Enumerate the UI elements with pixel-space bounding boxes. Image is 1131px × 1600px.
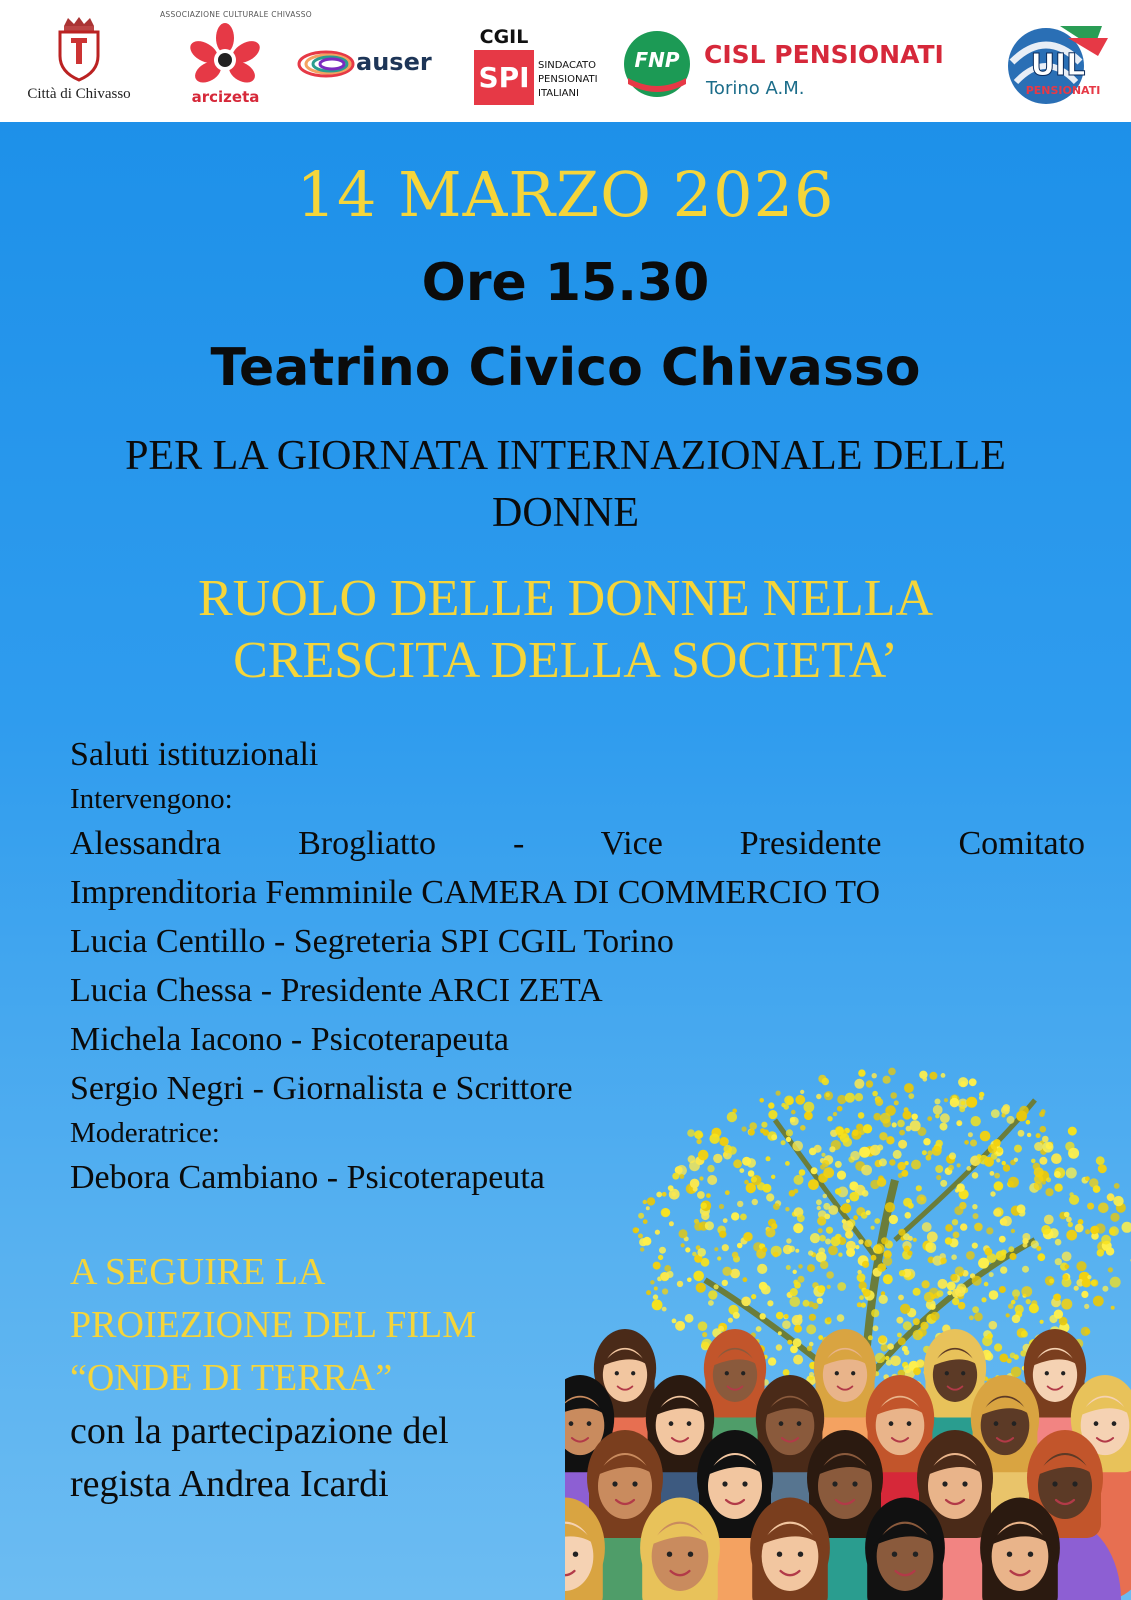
cgil-logo-text: CGIL [479, 26, 529, 48]
followup-line-1: A SEGUIRE LA [70, 1251, 326, 1293]
speakers-label: Intervengono: [70, 783, 233, 815]
followup-line-4: con la partecipazione del [70, 1410, 449, 1452]
event-date: 14 MARZO 2026 [296, 158, 835, 231]
logo-arcizeta [158, 10, 312, 114]
speaker-2: Lucia Centillo - Segreteria SPI CGIL Torino [70, 923, 674, 960]
spi-logo-line-3: ITALIANI [538, 88, 579, 99]
speaker-3: Lucia Chessa - Presidente ARCI ZETA [70, 972, 603, 1009]
event-theme [60, 568, 1071, 692]
theme-line-2: CRESCITA DELLA SOCIETA’ [233, 632, 898, 689]
moderator-name: Debora Cambiano - Psicoterapeuta [70, 1159, 545, 1196]
speaker-4: Michela Iacono - Psicoterapeuta [70, 1021, 509, 1058]
director-credit: regista Andrea Icardi [70, 1463, 389, 1505]
logo-citta-di-chivasso [14, 12, 144, 112]
fnp-badge-text: FNP [634, 48, 680, 72]
arcizeta-logo-text: arcizeta [191, 88, 260, 106]
theme-line-1: RUOLO DELLE DONNE NELLA [197, 570, 934, 627]
film-screening-block [70, 1246, 630, 1511]
logo-uil-pensionati [990, 22, 1112, 106]
program-greeting: Saluti istituzionali [70, 736, 319, 773]
spi-logo-mark: SPI [474, 50, 534, 105]
torino-am-text: Torino A.M. [706, 78, 805, 99]
occasion-line-1: PER LA GIORNATA INTERNAZIONALE DELLE [125, 433, 1006, 479]
uil-logo-text: UIL [1030, 48, 1086, 83]
auser-logo-text: auser [356, 48, 432, 76]
logo-fnp-cisl-pensionati [622, 28, 970, 108]
sponsor-logo-bar [0, 0, 1131, 122]
spi-logo-line-2: PENSIONATI [538, 74, 598, 85]
event-venue: Teatrino Civico Chivasso [210, 338, 921, 398]
speaker-1-line-1: Alessandra Brogliatto - Vice Presidente Comitato [70, 825, 1085, 862]
mimosa-and-women-illustration [565, 1040, 1131, 1600]
auser-swirl-icon [296, 46, 360, 82]
city-crest-icon [56, 16, 102, 82]
moderator-label: Moderatrice: [70, 1117, 220, 1149]
followup-line-2: PROIEZIONE DEL FILM [70, 1304, 476, 1346]
arcizeta-arc-text: ASSOCIAZIONE CULTURALE CHIVASSO [160, 10, 312, 19]
women-group-icon [565, 1329, 1131, 1600]
cisl-pensionati-text: CISL PENSIONATI [704, 40, 944, 69]
event-occasion [60, 428, 1071, 542]
film-title: “ONDE DI TERRA” [70, 1357, 393, 1399]
logo-auser [296, 44, 458, 84]
speaker-5: Sergio Negri - Giornalista e Scrittore [70, 1070, 573, 1107]
occasion-line-2: DONNE [492, 490, 639, 536]
uil-pensionati-text: PENSIONATI [1025, 84, 1101, 97]
speaker-1-line-2: Imprenditoria Femminile CAMERA DI COMMERCIO TO [70, 874, 881, 911]
spi-logo-line-1: SINDACATO [538, 60, 596, 71]
event-time: Ore 15.30 [421, 253, 710, 313]
logo-cgil-spi [474, 26, 604, 110]
chivasso-logo-text: Città di Chivasso [27, 86, 131, 102]
